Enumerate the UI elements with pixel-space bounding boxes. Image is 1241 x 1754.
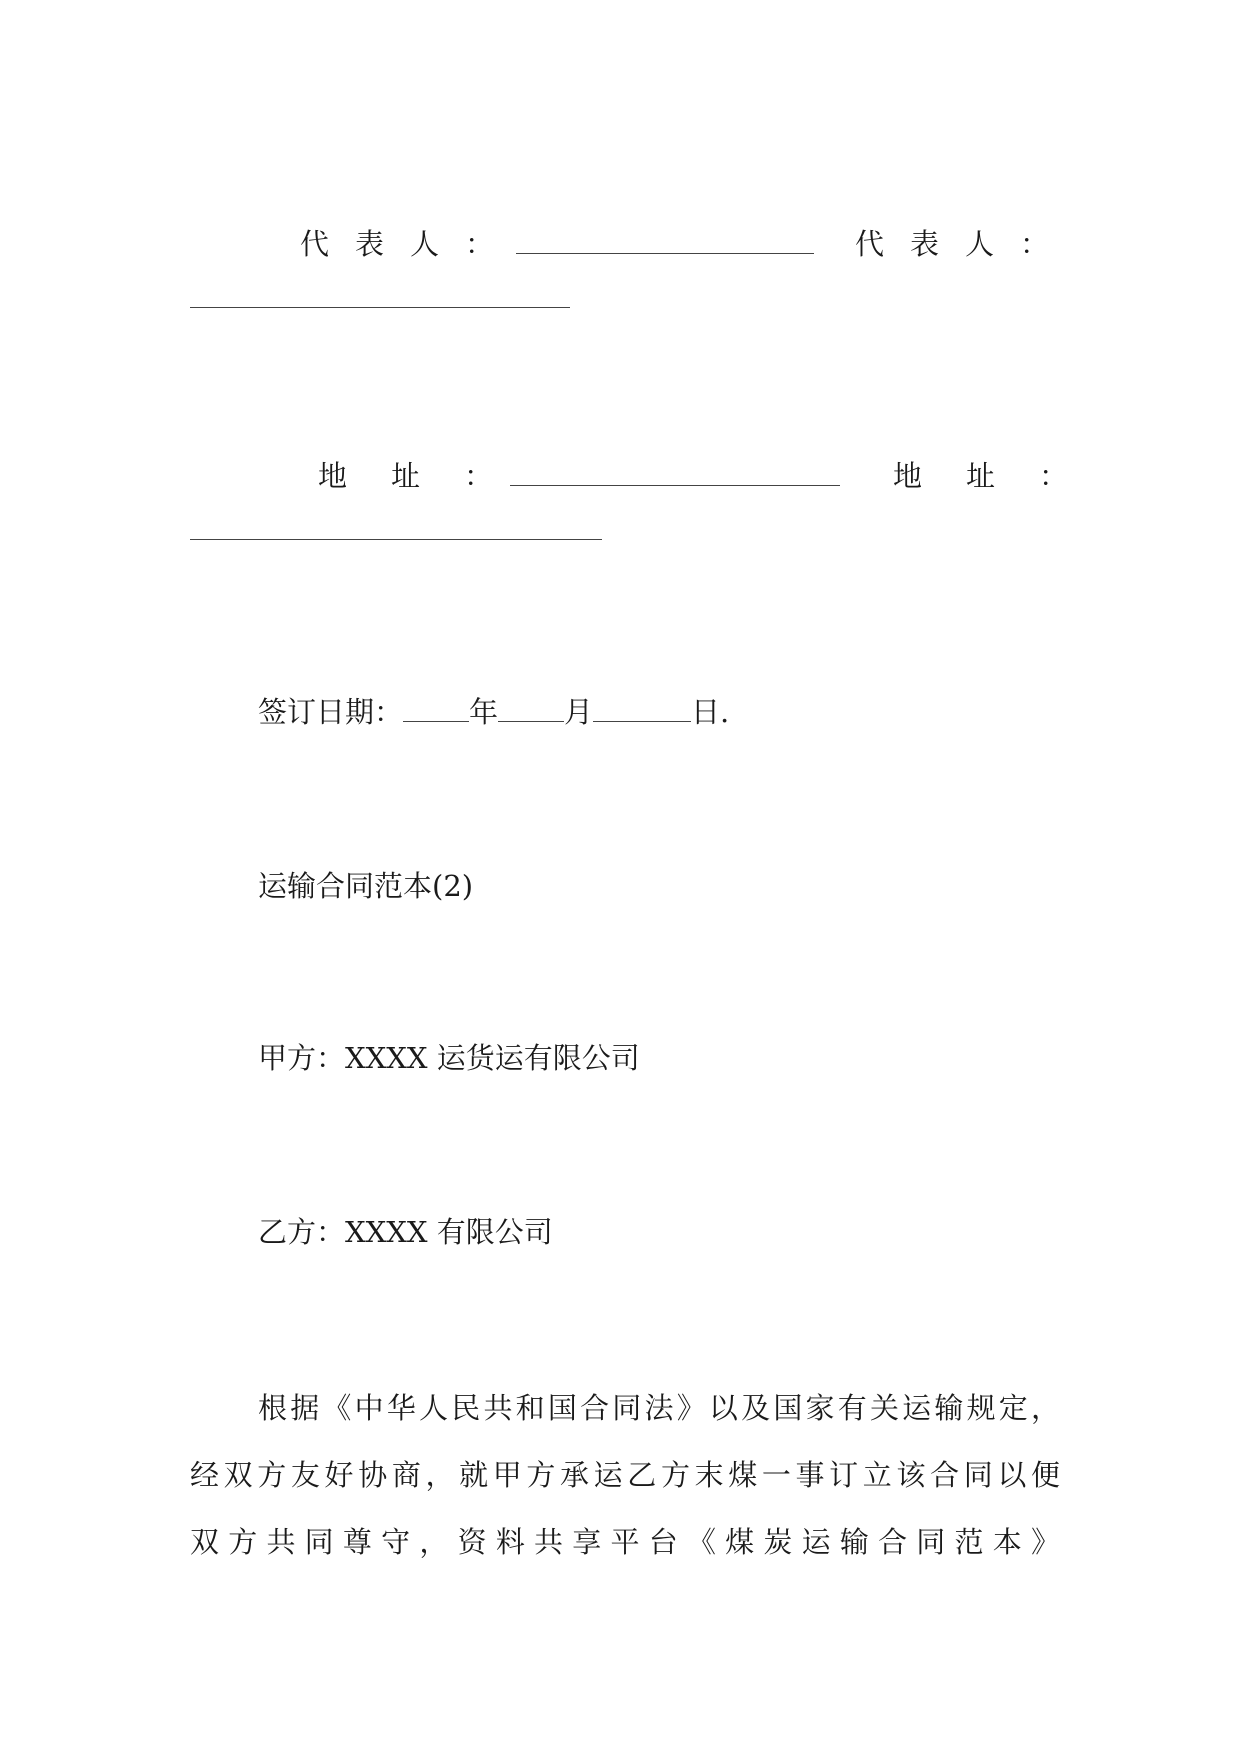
date-month-blank[interactable]	[498, 721, 564, 722]
date-year-label: 年	[469, 695, 499, 729]
body-line-3: 双方共同尊守，资料共享平台《煤炭运输合同范本》	[190, 1525, 1060, 1559]
rep-label-left: 代表人：	[300, 227, 521, 261]
contract-title: 运输合同范本(2)	[258, 869, 474, 903]
date-year-blank[interactable]	[403, 721, 469, 722]
rep-blank-right[interactable]	[190, 280, 570, 316]
rep-label-right: 代表人：	[855, 227, 1076, 261]
signing-date	[258, 694, 729, 730]
body-line-2: 经双方友好协商，就甲方承运乙方末煤一事订立该合同以便	[190, 1458, 1060, 1492]
date-day-label: 日.	[691, 695, 730, 729]
party-b: 乙方：XXXX 有限公司	[258, 1215, 553, 1249]
date-day-blank[interactable]	[593, 721, 691, 722]
addr-blank-right[interactable]	[190, 512, 602, 548]
body-line-1: 根据《中华人民共和国合同法》以及国家有关运输规定，	[258, 1391, 1060, 1425]
addr-label-left: 地址：	[318, 459, 538, 493]
addr-blank-left[interactable]	[510, 458, 840, 494]
date-label: 签订日期：	[258, 695, 404, 729]
date-month-label: 月	[564, 695, 594, 729]
addr-label-right: 地址：	[893, 459, 1113, 493]
rep-blank-left[interactable]	[516, 226, 814, 262]
party-a: 甲方：XXXX 运货运有限公司	[258, 1041, 640, 1075]
